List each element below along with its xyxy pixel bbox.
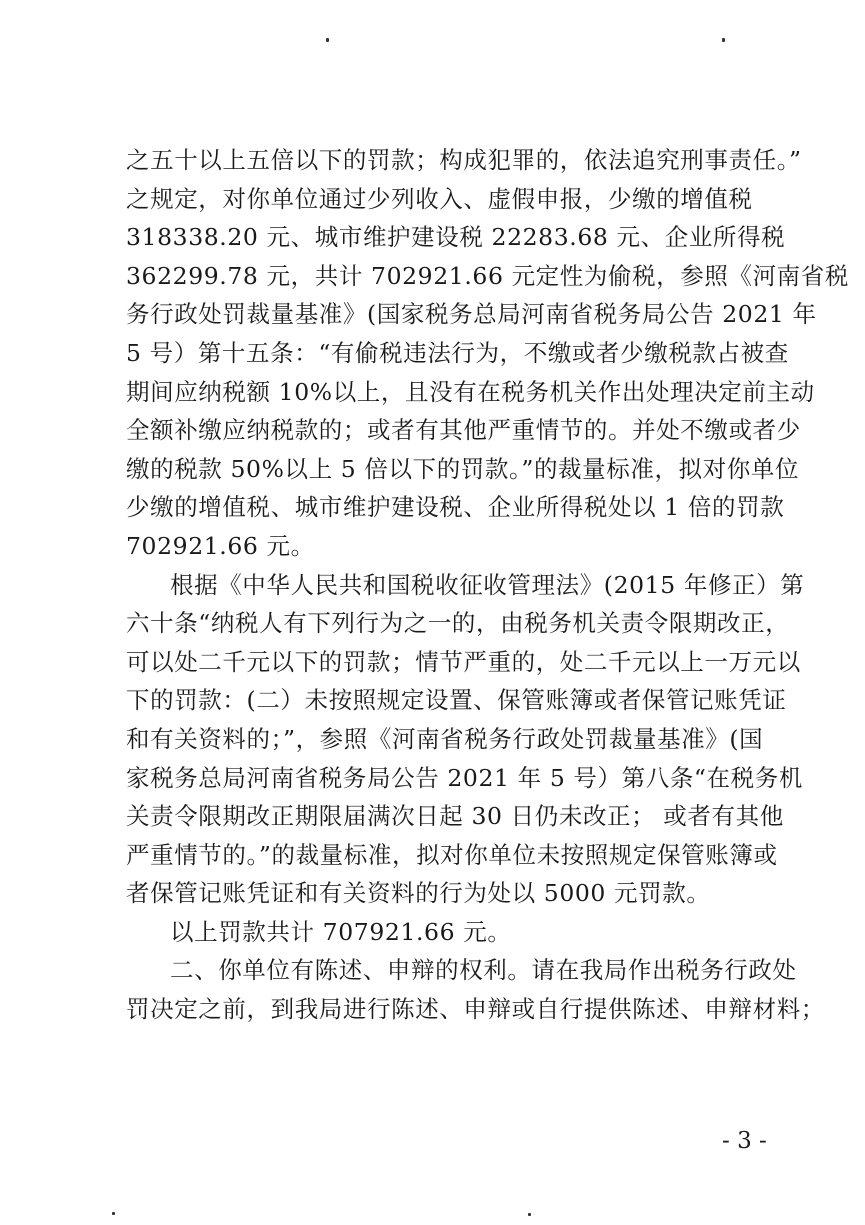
text-line: 者保管记账凭证和有关资料的行为处以 5000 元罚款。: [126, 879, 711, 908]
scan-speck: [326, 38, 329, 42]
text-line: 可以处二千元以下的罚款；情节严重的，处二千元以上一万元以: [126, 647, 801, 676]
body-text: [126, 141, 849, 1029]
paragraph-start-line: 二、你单位有陈述、申辩的权利。请在我局作出税务行政处: [170, 956, 797, 985]
page-number: - 3 -: [722, 1128, 767, 1154]
scan-speck: [722, 38, 725, 42]
text-line: 之规定，对你单位通过少列收入、虚假申报，少缴的增值税: [126, 184, 753, 213]
paragraph-start-line: 根据《中华人民共和国税收征收管理法》(2015 年修正）第: [170, 570, 805, 599]
scan-speck: [528, 1213, 531, 1216]
text-line: 702921.66 元。: [126, 531, 315, 560]
text-line: 少缴的增值税、城市维护建设税、企业所得税处以 1 倍的罚款: [126, 493, 785, 522]
text-line: 5 号）第十五条：“有偷税违法行为，不缴或者少缴税款占被查: [126, 338, 789, 367]
text-line: 务行政处罚裁量基准》(国家税务总局河南省税务局公告 2021 年: [126, 300, 817, 329]
text-line: 362299.78 元，共计 702921.66 元定性为偷税，参照《河南省税: [126, 261, 849, 290]
text-line: 六十条“纳税人有下列行为之一的，由税务机关责令限期改正，: [126, 609, 790, 638]
text-line: 全额补缴应纳税款的；或者有其他严重情节的。并处不缴或者少: [126, 416, 801, 445]
text-line: 下的罚款：(二）未按照规定设置、保管账簿或者保管记账凭证: [126, 686, 787, 715]
text-line: 缴的税款 50%以上 5 倍以下的罚款。”的裁量标准，拟对你单位: [126, 454, 800, 483]
text-line: 关责令限期改正期限届满次日起 30 日仍未改正； 或者有其他: [126, 802, 784, 831]
text-line: 严重情节的。”的裁量标准，拟对你单位未按照规定保管账簿或: [126, 840, 778, 869]
text-line: 和有关资料的；”，参照《河南省税务行政处罚裁量基准》(国: [126, 724, 764, 753]
paragraph-start-line: 以上罚款共计 707921.66 元。: [170, 917, 512, 946]
text-line: 家税务总局河南省税务局公告 2021 年 5 号）第八条“在税务机: [126, 763, 803, 792]
text-line: 罚决定之前，到我局进行陈述、申辩或自行提供陈述、申辩材料；: [126, 995, 825, 1024]
text-line: 之五十以上五倍以下的罚款；构成犯罪的，依法追究刑事责任。”: [126, 146, 802, 174]
text-line: 318338.20 元、城市维护建设税 22283.68 元、企业所得税: [126, 223, 786, 252]
scan-speck: [112, 1212, 115, 1215]
text-line: 期间应纳税额 10%以上，且没有在税务机关作出处理决定前主动: [126, 377, 815, 406]
